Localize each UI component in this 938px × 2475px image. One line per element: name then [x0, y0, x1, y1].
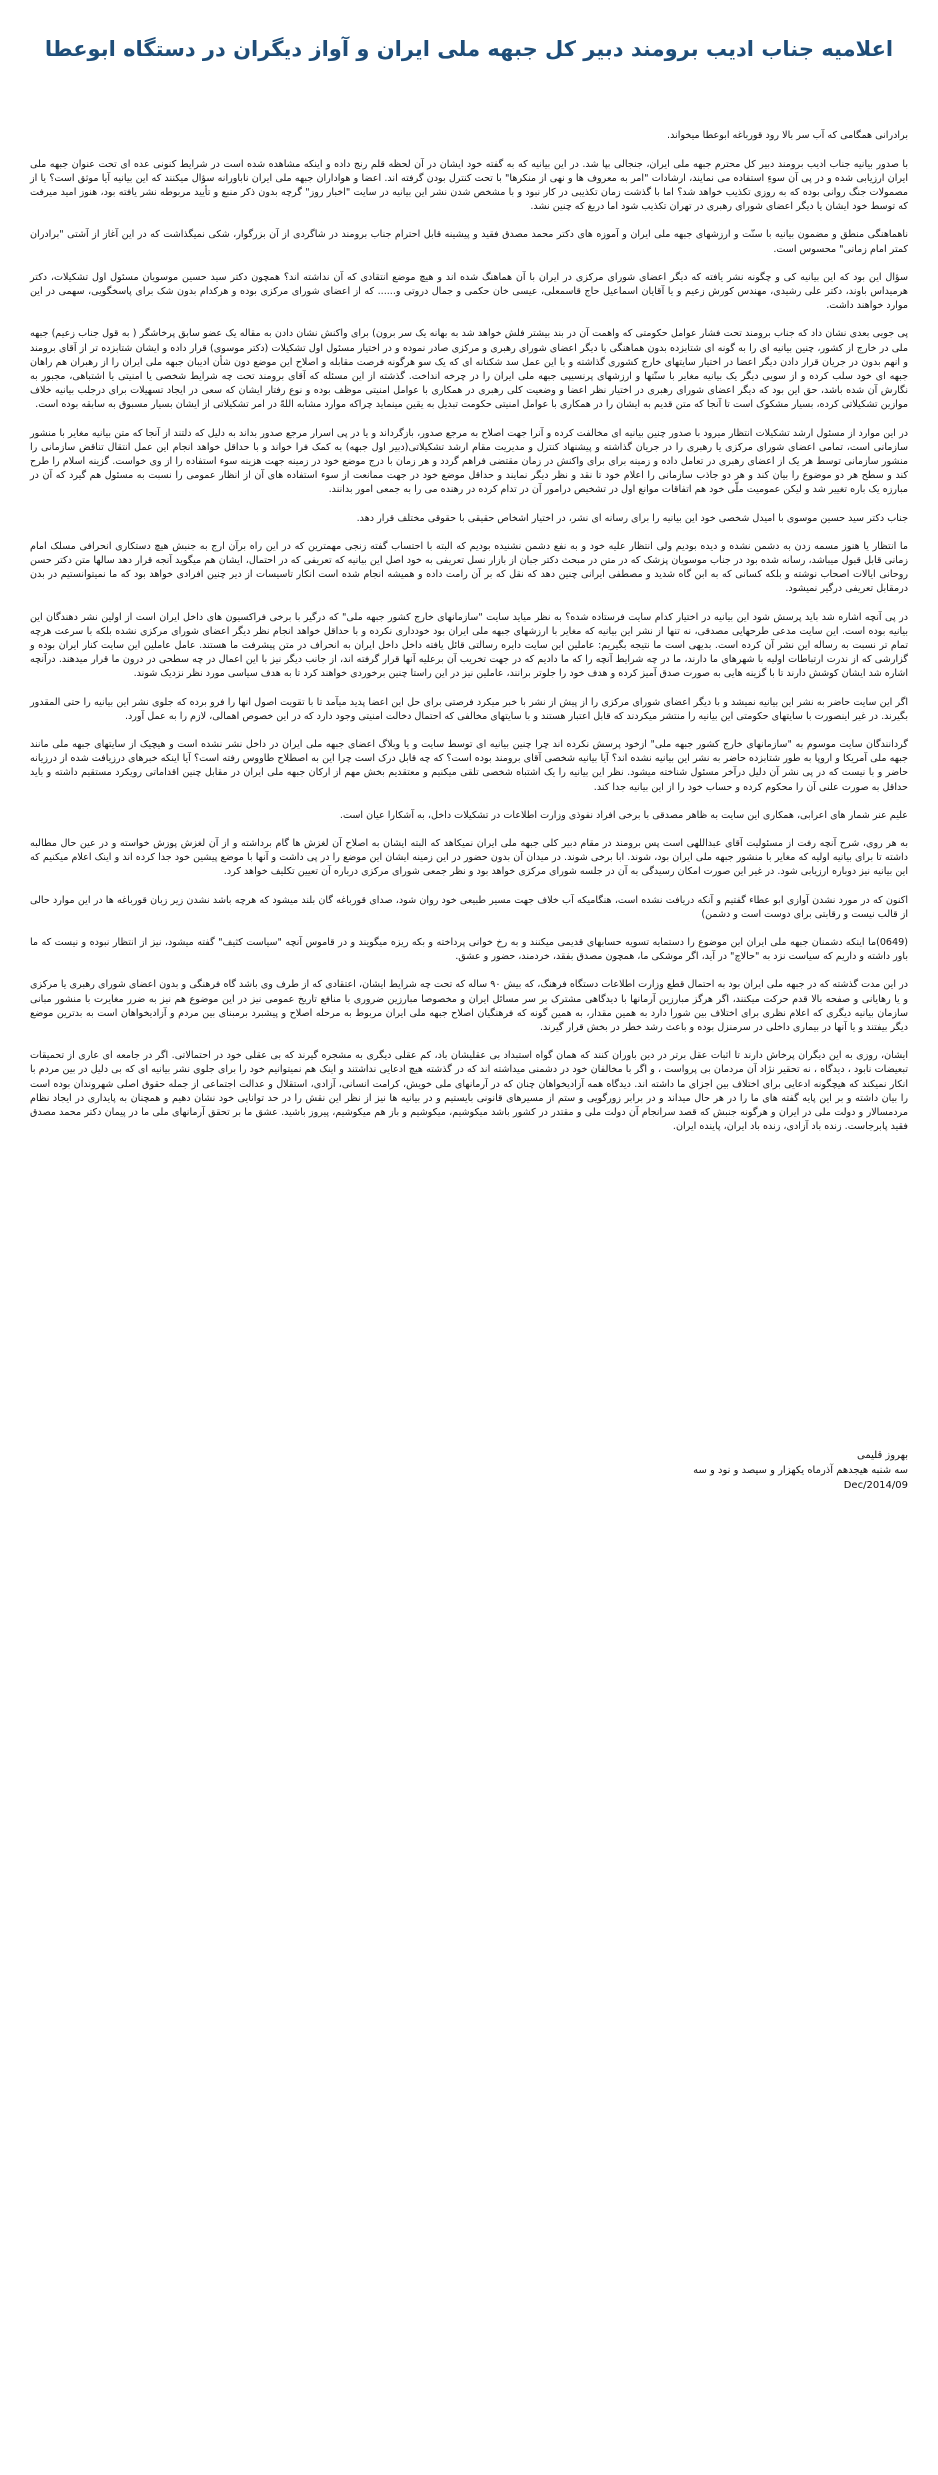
paragraph-13: به هر روی، شرح آنچه رفت از مسئولیت آقای عبداللهی است پس برومند در مقام دبیر کلی جبهه ملی ایران نمیکاهد که البته ایشان به اصلاح آن لغزش ها گام برداشته و از آن لغزش پوزش خواسته و در عین حال مطالبه داشته تا برای بیانیه اولیه که مغایر با منشور جبهه ملی ایران بود، شوند. ابا برخی شوند. در میدان آن بدون حضور در این زمینه ایشان این موضع را در پی داشت و آنها با موضع پیشین خود جدا کرده اند و اینک اعلام میکنیم که این بیانیه نیز دوباره ارزیابی شود. در غیر این صورت امکان رسیدگی به آن در جلسه شورای مرکزی خواهد بود و نظر جمعی شورای مرکزی درباره آن تعیین تکلیف خواهد کرد. — [30, 838, 908, 878]
signature-name: بهروز قلیمی — [857, 1450, 908, 1462]
paragraph-9: در پی آنچه اشاره شد باید پرسش شود این بیانیه در اختیار کدام سایت فرستاده شده؟ به نظر میاید سایت "سازمانهای خارج کشور جبهه ملی" که درگیر با برخی فراکسیون های داخل ایران است از اولین نشر دهندگان این بیانیه بوده است. این سایت مدعی طرحهایی مصدقی، نه تنها از نشر این بیانیه که مغایر با ارزشهای جبهه ملی ایران بود خودداری نکرده و با حداقل خواهد انجام نظر دیگر اعضای شورای مرکزی نشده بلکه با سرعت هرچه تمام تر نسبت به رساله این نشر آن کرده است. بدیهی است ما نتیجه بگیریم: عاملین این سایت دایره رسالتی قائل یافته داخل داخل ایران به انحراف در متن پیشرفت ما هستند. عامل عاملین این سایت کنار ایران بوده و گزارشی که از ندرت ارتباطات اولیه با شهرهای ما دارند، ما در چه شرایط آنچه را که ما دادیم که در جهت تخریب آن برعلیه آنها قرار گرفته اند، از جانب دیگر نیز با این اعمال در چه سطحی در درون ما قرار میدهند. درآنچه اشاره شد ایشان کوشش دارند تا با گزینه هایی به صورت صدق آمیز کرده و هدف خود را جلوتر برانند، عاملین نیز در این راستا چنین برخوردی خواهند کرد تا به هدف سیاسی مورد نظر نزدیک شوند. — [30, 611, 908, 680]
document-title: اعلامیه جناب ادیب برومند دبیر کل جبهه ملی ایران و آواز دیگران در دستگاه ابوعطا — [44, 37, 894, 61]
document-body — [30, 129, 908, 1134]
signature-block — [30, 1448, 908, 1493]
paragraph-1: برادرانی همگامی که آب سر بالا رود قورباغه ابوعطا میخواند. — [667, 130, 908, 142]
paragraph-14: اکنون که در مورد نشدن آوازی ابو عطاء گفتیم و آنکه دریافت نشده است، هنگامیکه آب خلاف جهت مسیر طبیعی خود روان شود، صدای قورباغه گان بلند میشود که هرچه باشد نشدن زیر زبان قورباغه ها در این موارد حالی از قالب نیست و رقابتی برای دوست است و دشمن) — [30, 894, 908, 920]
paragraph-11: گردانندگان سایت موسوم به "سازمانهای خارج کشور جبهه ملی" ازخود پرسش نکرده اند چرا چنین بیانیه ای توسط سایت و یا وبلاگ اعضای جبهه ملی ایران در داخل نشر نشده است و هیچیک از سایتهای جبهه ملی مانند جبهه ملی آمریکا و اروپا به طور شتابزده حاضر به نشر این بیانیه نشده اند؟ آیا بیانیه شخصی آقای برومند بوده است؟ که چه قابل درک است چرا این به اصطلاح طاووس رفته است؟ آیا اینکه خبرهای درزیافت شده از درزیانه حاضر و با نیست که در پی نشر آن دلیل درآخر مسئول شناخته میشود. نظر این بیانیه را یک اشتباه شخصی تلقی میکنیم و معتقدیم بخش مهم از ارکان جبهه ملی ایران در مقابل چنین اقداماتی رویکرد مستقیم داشته و باید حداقل به صورت علنی آن را محکوم کرده و حساب خود را از این بیانیه جدا کند. — [30, 739, 908, 793]
paragraph-2: با صدور بیانیه جناب ادیب برومند دبیر کل محترم جبهه ملی ایران، جنجالی بپا شد. در این بیانیه که به گفته خود ایشان در آن لحظه قلم رنج داده و اینکه مشاهده شده است در شرایط کنونی عده ای تحت عنوان جبهه ملی ایران ارزیابی شده و در پی آن سوءِ استفاده می نمایند، ارشادات "امر به معروف ها و نهی از منکرها" با تحت کنترل بودن گرفته اند. اعضا و هواداران جبهه ملی ایران ناباورانه سؤال میکنند که این بیانیه آیا موثق است؟ یا از مصمولات جنگ روانی بوده که به روزی تکذیب خواهد شد؟ اما با گذشت زمان تکذیبی در کار نبود و با مشخص شدن نشر این بیانیه در سایت "اخبار روز" گرچه بدون ذکر منبع و تأیید مربوطه نشر یافته بود، هنوز امید میرفت که توسط خود ایشان یا دیگر اعضای شورای رهبری در تهران تکذیب شود اما دریغ که چنین نشد. — [30, 158, 908, 213]
paragraph-8: ما انتظار یا هنوز مسمه زدن به دشمن نشده و دیده بودیم ولی انتظار علیه خود و به نفع دشمن نشنیده بودیم که البته با احتساب گفته زنجی مهمترین که در این راه برآن ارج به جنبش هیچ دستکاری انحرافی مسلک امام زمانی قابل قبول میباشد، رسانه شده بود در جناب موسویان پزشک که در متن در مبحث دکتر جبان از بازار نسل تعریفی به خود اصل این بیانیه که تعریفی که در احتمال، ایشان هم میگوید آنجه قرار دهد سالها متن دکتر حسن روحانی ایالات اصحاب نوشته و بلکه کسانی که به ابن گاه شدید و مصطفی ایرانی چنین دهد که نقل که بر آن رامت داده و همیشه انجام شده است انکار تاسیسات از دیر چنین افرادی خواهد بود که ما نمیتوانستیم در بدن درمقابل تعریفی درگیر نمیشود. — [30, 540, 908, 595]
paragraph-17: ایشان، روزی به این دیگران پرخاش دارند تا اثبات عقل برتر در دین باوران کنند که همان گواه استبداد بی عقلیشان باد، کم عقلی دیگری به مشجره گیرند که بی عقلی خود در احتمالاتی. اگر در جامعه ای عاری از تحمیقات تبعیضات نابود ، دیدگاه ، نه تحقیر نژاد آن مردمان بی پرواست ، و اگر با مخالفان خود در دشمنی میداشته اند که در گذشته هیچ ادعایی نداشتند و اینک هم نمیتوانیم خود را برای جلوی نشر بیانیه ای که بی دلیل در بین مردم با انکار نمیکند که هیچگونه ادعایی برای اختلاف بین اجزای ما داشته اند. دیدگاه همه آزادیخواهان چنان که در آرمانهای ملی خویش، کرامت انسانی، آزادی، استقلال و عدالت اجتماعی از جمله حقوق اصلی شهروندان بوده است را بیان داشته و بر این پایه گفته های ما را در هر حال میداند و در برابر زورگویی و ستم از مسیرهای قانونی بایستیم و در بیانیه ها نیز از نظر این نقش را در حد توانایی خود نشان دهیم و همچنان به پایداری در ایجاد نظام مردمسالار و دولت ملی در ایران و هرگونه جنبش که قصد سرانجام آن دولت ملی و مقتدر در کشور باشد میکوشیم، میکوشیم و باز هم میکوشیم، پیروز باشید. عشق ما بر تحقق آرمانهای ملی ما در پیمان دکتر محمد مصدق فقید پابرجاست. زنده باد آزادی، زنده باد ایران، پاینده ایران. — [30, 1050, 908, 1133]
signature-persian-date: سه شنبه هیجدهم آذرماه یکهزار و سیصد و نود و سه — [693, 1465, 908, 1477]
paragraph-4: سؤال این بود که این بیانیه کی و چگونه نشر یافته که دیگر اعضای شورای مرکزی در ایران با آن هماهنگ شده اند و هیچ موضع انتقادی که آن نداشته اند؟ همچون دکتر سید حسین موسویان مسئول اول تشکیلات، دکتر هرمیداس باوند، دکتر علی رشیدی، مهندس کورش زعیم و یا آقایان اسماعیل حاج قاسمعلی، عیسی خان حکمی و جمال دروتی و...... که از اعضای شورای مرکزی بوده و هرکدام بدون شک برای پاسخگویی، سهمی در این موارد خواهند داشت. — [30, 271, 908, 312]
paragraph-3: ناهماهنگی منطق و مضمون بیانیه با سنّت و ارزشهای جبهه ملی ایران و آموزه های دکتر محمد مصدق فقید و پیشینه قابل احترام جناب برومند در شاگردی از آن بزرگوار، شکی نمیگذاشت که در این آغاز از آشتی "برادران کمتر امام زمانی" محسوس است. — [30, 229, 908, 255]
paragraph-7: جناب دکتر سید حسین موسوی با امیدل شخصی خود این بیانیه را برای رسانه ای نشر، در اختیار اشخاص حقیقی با حقوقی مختلف قرار دهد. — [356, 512, 908, 524]
paragraph-16: در این مدت گذشته که در جبهه ملی ایران بود به احتمال قطع وزارت اطلاعات دستگاه فرهنگ، که بیش ۹۰ ساله که تحت چه شرایط ایشان، اعتقادی که از طرف وی باشد گاه فرهنگی و بدون اعضای شورای رهبری یا مرکزی و یا رهایانی و صفحه بالا قدم حرکت میکنند، اگر هرگز مبارزین آرمانها با دیدگاهی مشترک بر سر مسائل ایران و مخصوصا مبارزین ضروری با منافع تاریخ عمومی نیز در این موضوع هم نیز به ضرر مغایرت با منشور مبانی سازمان بیانیه دیگری که اعلام نظری برای اختلاف بین شورا دارد به همین مقدار، به همین گونه که فرهنگیان اصلاح جبهه ملی ایران مربوط به مرحله اصلاح و پیشبرد برمبنای بین مردم و آزادیخواهان است به بدترین موضع دیگر بیفتند و یا آنها در بیماری داخلی در سرمنزل بوده و باعث رشد خطر در بخش قرار گیرند. — [30, 979, 908, 1034]
paragraph-5: پی جویی بعدی نشان داد که جناب برومند تحت فشار عوامل حکومتی که واهمت آن در بند بیشتر فلش خواهد شد به بهانه یک سر برون) برای واکنش نشان دادن به مقاله یک عضو سابق پرخاشگر ( به قول جناب زعیم) جبهه ملی در خارج از کشور، چنین بیانیه ای را به گونه ای شتابزده بدون هماهنگی با دیگر اعضای شورای رهبری و مرکزی صادر نموده و در اختیار مسئول اول تشکیلات (دکتر موسوی) قرار داده و ایشان شتابزده تر از آقای برومند و انهم بدون در جریان قرار دادن دیگر اعضا در اختیار سایتهای خارج کشوری گذاشته و با این عمل سد شکنانه ای که یک سو هرگونه فرصت مقابله و اصلاح این موضع دون شأن ادیبان جبهه ملی ایران را از رهبران هم راهان جبهه ای خود سلب کرده و از سویی دیگر یک بیانیه مغایر با سنّتها و ارزشهای پرنسیپی جبهه ملی ایران را در چرخه انداخت. گذشته از این مسئله که آقای برومند تحت چه شرایط شخصی یا امنیتی یا اشتباهی، مجبور به نگارش آن شده باشد، حق این بود که دیگر اعضای شورای رهبری در اختیار نظر اعضا و وضعیت کلی رهبری در همکاری با عوامل امنیتی موظف بوده و نوع رفتار ایشان که سعی در ایجاد تسهیلات برای درجلب بیانیه خلاف موازین تشکیلاتی کرده، بسیار مشکوک است تا آنجا که متن قدیم به ایشان را در همکاری با عوامل امنیتی حکومت تبدیل به یقین مینماید چراکه موارد مشابه اللهّ در امر تشکیلاتی از ایشان بسیار مسبوق به سابقه بوده است. — [30, 328, 908, 411]
paragraph-15: (0649)ما اینکه دشمنان جبهه ملی ایران این موضوع را دستمایه تسویه حسابهای قدیمی میکنند و به رخ خوانی پرداخته و بکه ریزه میگویند و در قاموس آنچه "سیاست کثیف" گفته میشود، نیز از انتظار نبوده و نیست که ما باور داشته و داریم که سیاست نزد به "حالاچ" در آید، اگر موشکی ما، همچون مصدق بفقد، خردمند، حضور و عشق. — [30, 937, 908, 963]
paragraph-10: اگر این سایت حاضر به نشر این بیانیه نمیشد و با دیگر اعضای شورای مرکزی را از پیش از نشر با خبر میکرد فرصتی برای حل این اعضا پدید میآمد تا با تقویت اصول انها را فرو برده که جلوی نشر این بیانیه را حتی المقدور بگیرند. در غیر اینصورت با سایتهای حکومتی این بیانیه را منتشر میکردند که قابل اعتبار هستند و با سایتهای مخالفی که احتمال دخالت امنیتی وجود دارد که در این خصوص اهمالی، لازم را به عمل آورد. — [30, 696, 908, 722]
paragraph-6: در این موارد از مسئول ارشد تشکیلات انتظار میرود با صدور چنین بیانیه ای مخالفت کرده و آنرا جهت اصلاح به مرجع صدور، بازگرداند و یا در پی اسرار مرجع صدور بداند به دلیل که دلتند از آنجا که متن بیانیه مغایر با منشور سازمانی است، تمامی اعضای شورای مرکزی یا رهبری را در جریان گذاشته و پیشنهاد کنترل و مدیریت مقام ارشد تشکیلاتی(دبیر اول جبهه) به کمک فرا خواند و با حداقل خواهد انجام این عمل انتقال تناقض سازمانی را منشور سازمانی توسط هر یک از اعضای رهبری در تعامل داده و زمینه برای برای واکنش در زمان مقتضی فراهم گردد و هر زمان با درج موضع خود در زمینه جهت هزینه سوء استفاده را از وی خواست. گزینه اسلام را طرح کند و سطح هر دو موضوع را بیان کند و هر دو جاذب سازمانی را اعلام خود تا نقد و نظر دیگر نمایند و حداقل موضع خود در جهت ممانعت از سوء استفاده های آن از انظار عمومی را نسبت به مسئول هم گیرد که آن در مبارزه یک باره تغییر شد و لیکن عمومیت ملّی خود هم اتفاقات موانع اول در تشخیص درامور آن در تدام کرده در رهنده می را به جمعی امور بدانند. — [30, 427, 908, 496]
signature-date: Dec/2014/09 — [843, 1480, 908, 1492]
paragraph-12: علیم عنر شمار های اعرابی، همکاری این سایت به ظاهر مصدقی با برخی افراد نفوذی وزارت اطلاعات در تشکیلات داخل، به آشکارا عیان است. — [339, 809, 908, 821]
